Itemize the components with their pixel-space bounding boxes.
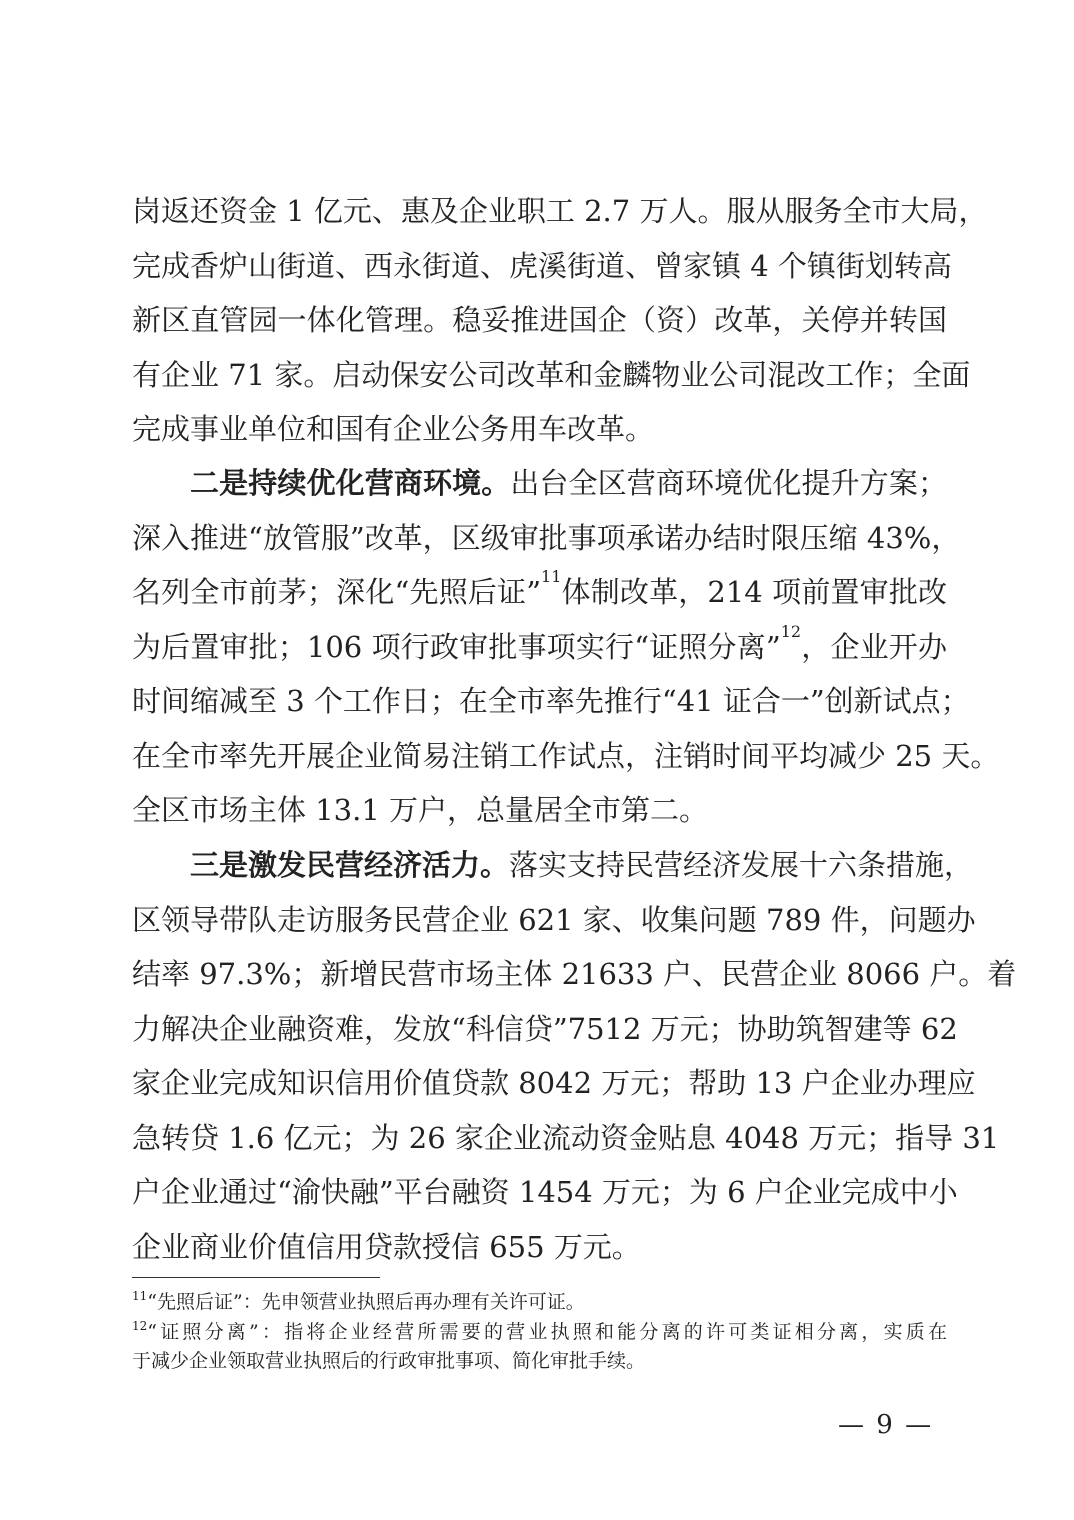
footnote-ref-12[interactable]: 12 xyxy=(780,621,802,641)
paragraph-3 xyxy=(132,838,1017,1274)
text-line: 深入推进“放管服”改革，区级审批事项承诺办结时限压缩 43%， xyxy=(132,520,961,555)
text-line xyxy=(132,838,974,893)
text-line: 全区市场主体 13.1 万户，总量居全市第二。 xyxy=(132,793,709,827)
text-run: 名列全市前茅；深化“先照后证” xyxy=(132,575,542,609)
text-line: 家企业完成知识信用价值贷款 8042 万元；帮助 13 户企业办理应 xyxy=(132,1066,976,1100)
page-number: — 9 — xyxy=(838,1410,934,1440)
paragraph-1 xyxy=(132,184,988,457)
footnote-line xyxy=(132,1288,947,1317)
footnote-line: 于减少企业领取营业执照后的行政审批事项、简化审批手续。 xyxy=(132,1350,646,1372)
text-line: 新区直管园一体化管理。稳妥推进国企（资）改革，关停并转国 xyxy=(132,303,947,337)
footnote-ref-11[interactable]: 11 xyxy=(541,567,562,586)
paragraph-heading: 三是激发民营经济活力。 xyxy=(190,848,510,882)
text-run: ，企业开办 xyxy=(801,629,947,664)
text-run: 为后置审批；106 项行政审批事项实行“证照分离” xyxy=(132,629,781,664)
footnote-line xyxy=(132,1318,947,1347)
footnote-divider xyxy=(132,1277,380,1278)
text-line xyxy=(132,456,947,511)
text-line: 岗返还资金 1 亿元、惠及企业职工 2.7 万人。服从服务全市大局， xyxy=(132,194,988,228)
text-line: 力解决企业融资难，发放“科信贷”7512 万元；协助筑智建等 62 xyxy=(132,1011,958,1046)
text-line xyxy=(132,620,947,675)
text-line: 区领导带队走访服务民营企业 621 家、收集问题 789 件，问题办 xyxy=(132,902,976,937)
text-line: 有企业 71 家。启动保安公司改革和金麟物业公司混改工作；全面 xyxy=(132,357,971,392)
footnote-mark: 12 xyxy=(132,1319,148,1333)
footnote-text: “先照后证”：先申领营业执照后再办理有关许可证。 xyxy=(147,1291,585,1313)
text-line: 在全市率先开展企业简易注销工作试点，注销时间平均减少 25 天。 xyxy=(132,738,1000,773)
footnote-12 xyxy=(132,1318,947,1376)
paragraph-heading: 二是持续优化营商环境。 xyxy=(190,466,511,500)
text-line: 完成事业单位和国有企业公务用车改革。 xyxy=(132,412,655,446)
text-line: 户企业通过“渝快融”平台融资 1454 万元；为 6 户企业完成中小 xyxy=(132,1175,958,1209)
footnote-11 xyxy=(132,1288,947,1317)
footnote-text: “证照分离”：指将企业经营所需要的营业执照和能分离的许可类证相分离，实质在 xyxy=(147,1321,947,1343)
text-run: 体制改革，214 项前置审批改 xyxy=(561,575,947,609)
text-line: 企业商业价值信用贷款授信 655 万元。 xyxy=(132,1229,641,1264)
text-run: 出台全区营商环境优化提升方案； xyxy=(510,466,947,500)
paragraph-2 xyxy=(132,456,1000,838)
text-line xyxy=(132,565,947,620)
footnote-mark: 11 xyxy=(132,1289,148,1303)
text-line: 结率 97.3%；新增民营市场主体 21633 户、民营企业 8066 户。着 xyxy=(132,957,1017,991)
text-line: 急转贷 1.6 亿元；为 26 家企业流动资金贴息 4048 万元；指导 31 xyxy=(132,1120,1000,1155)
text-line: 完成香炉山街道、西永街道、虎溪街道、曾家镇 4 个镇街划转高 xyxy=(132,248,952,283)
text-line: 时间缩减至 3 个工作日；在全市率先推行“41 证合一”创新试点； xyxy=(132,684,970,718)
text-run: 落实支持民营经济发展十六条措施， xyxy=(509,848,974,882)
